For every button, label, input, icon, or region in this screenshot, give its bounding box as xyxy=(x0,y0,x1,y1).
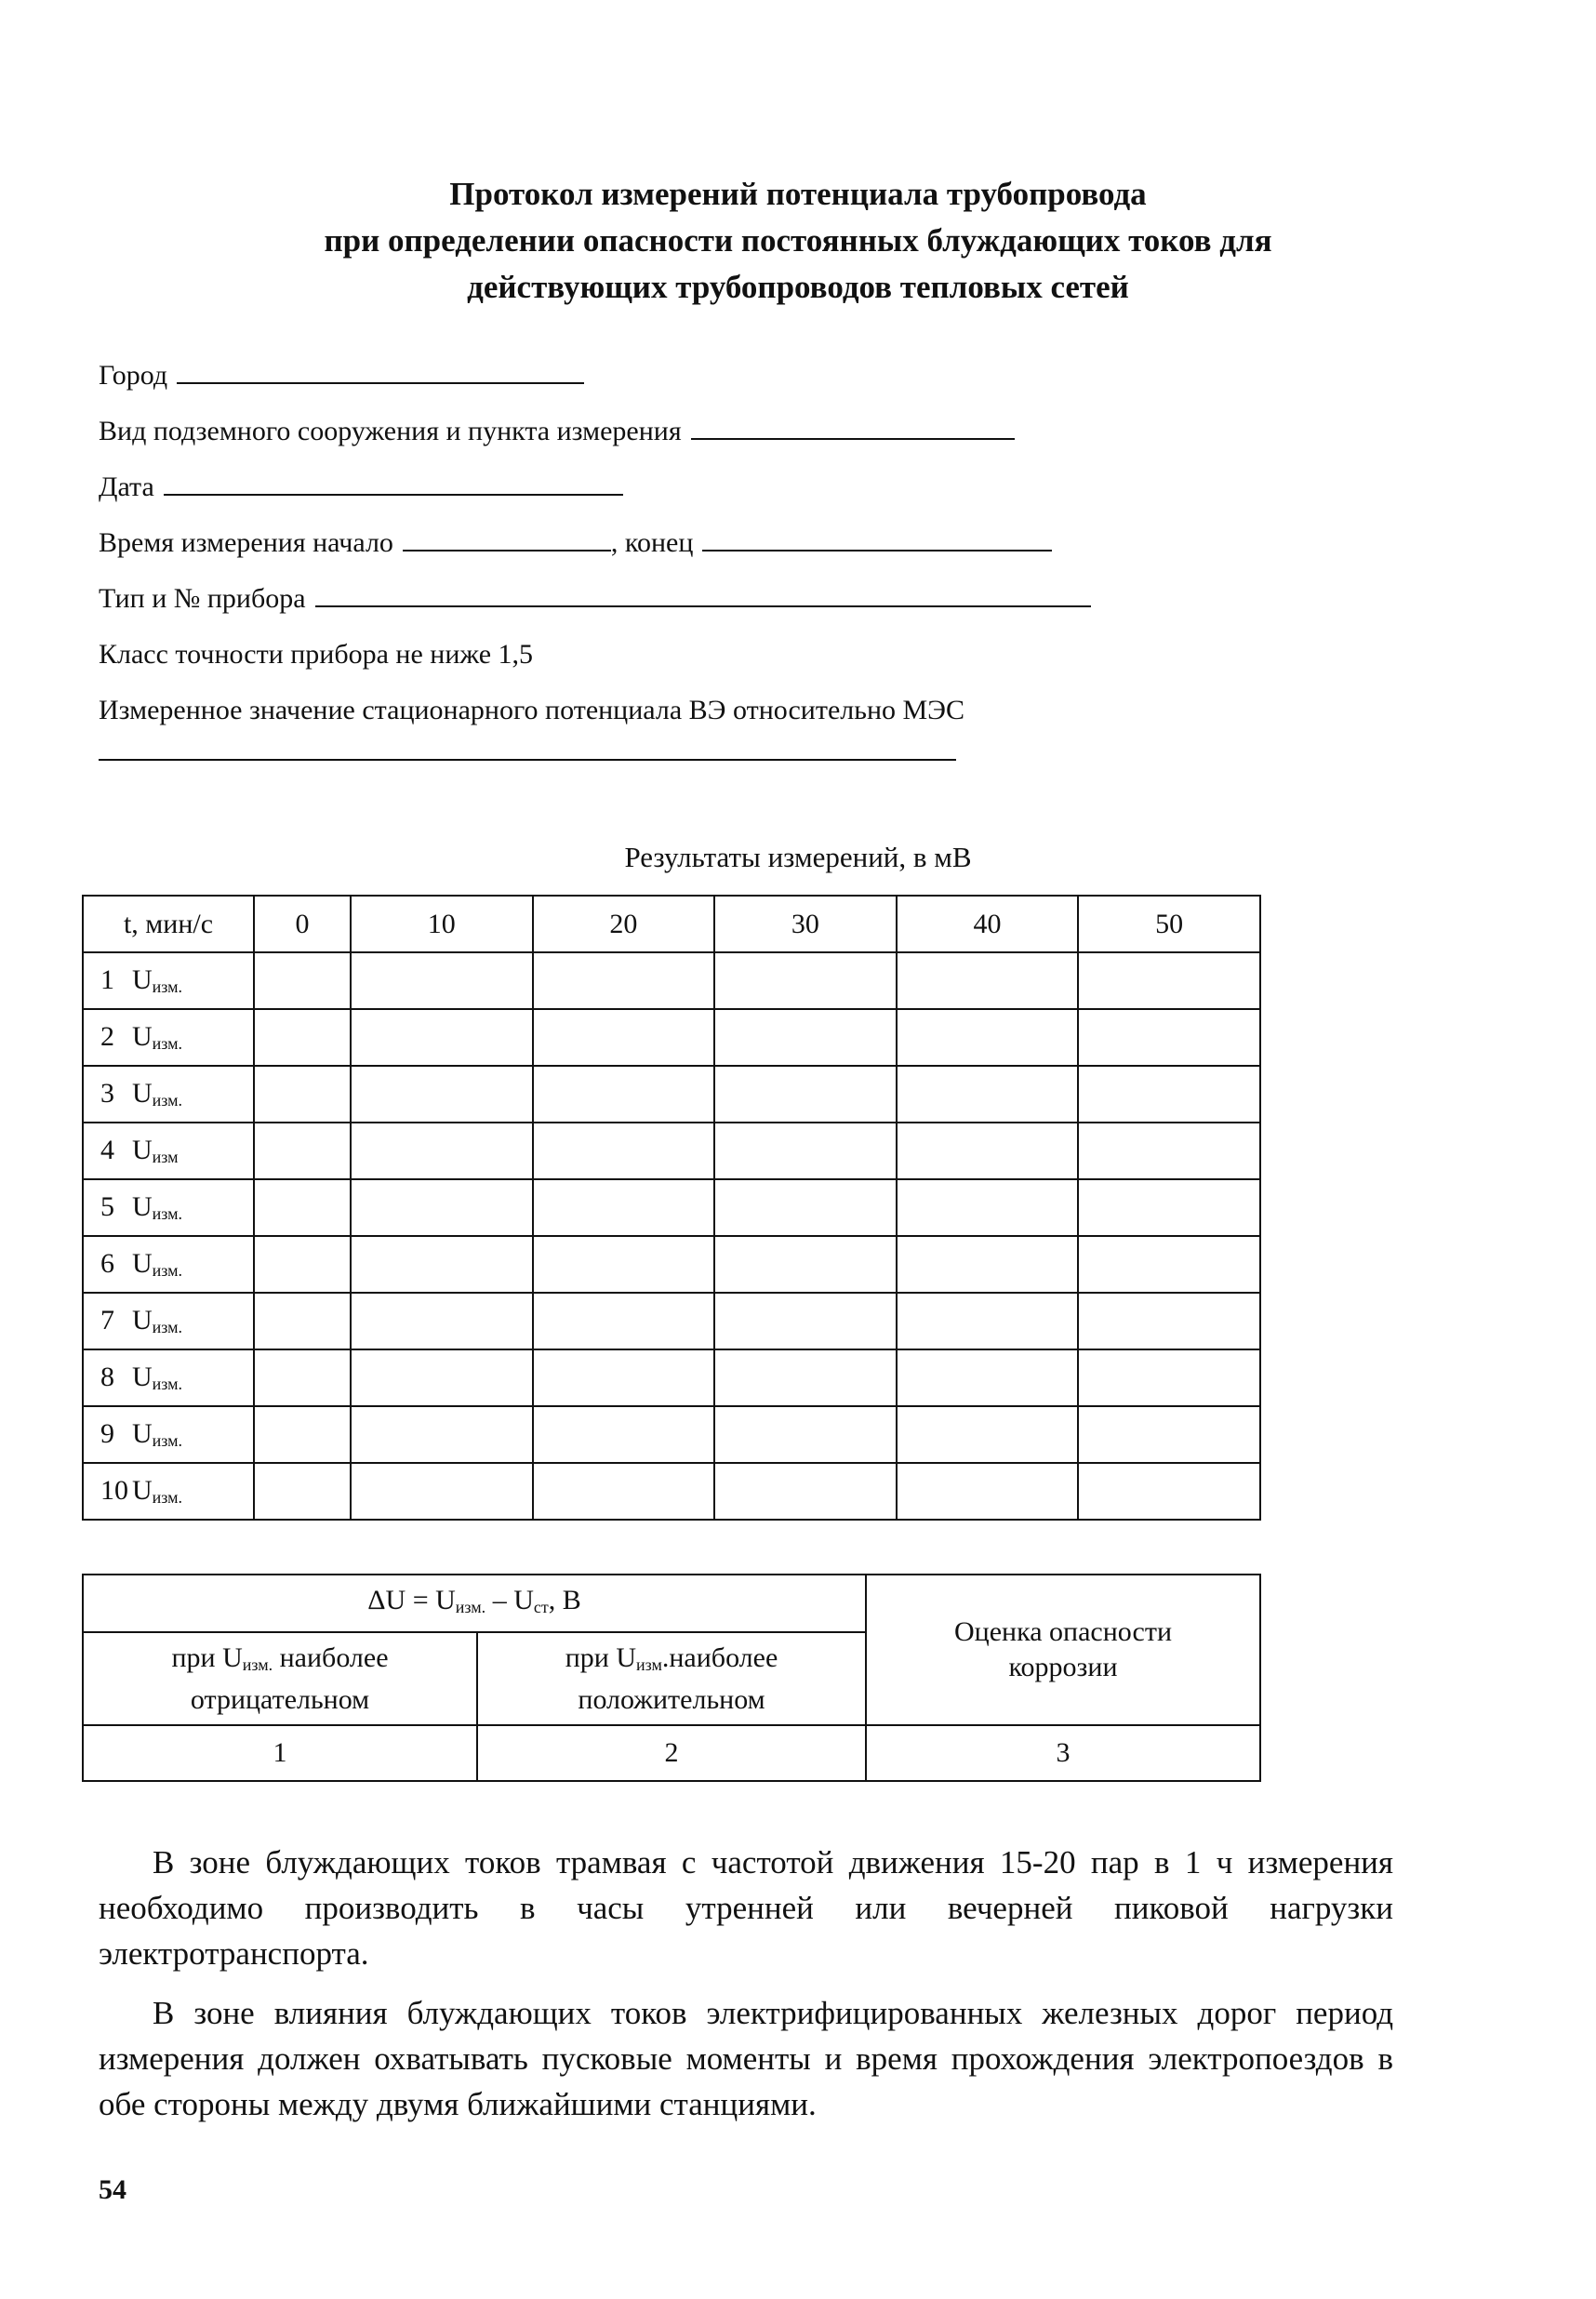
measurement-cell[interactable] xyxy=(533,1066,715,1123)
measurement-cell[interactable] xyxy=(533,1293,715,1349)
most-negative-header xyxy=(83,1632,477,1725)
measurement-cell[interactable] xyxy=(1078,1123,1260,1179)
table-row xyxy=(83,1349,1260,1406)
measurement-cell[interactable] xyxy=(533,952,715,1009)
measurement-cell[interactable] xyxy=(1078,952,1260,1009)
table-row xyxy=(83,1293,1260,1349)
assessment-table xyxy=(82,1574,1261,1782)
accuracy-line: Класс точности прибора не ниже 1,5 xyxy=(99,639,534,670)
measurement-cell[interactable] xyxy=(1078,1009,1260,1066)
measurement-cell[interactable] xyxy=(533,1009,715,1066)
measurement-cell[interactable] xyxy=(351,1406,533,1463)
row-label xyxy=(83,952,254,1009)
row-number: 4 xyxy=(100,1135,114,1165)
table-row xyxy=(83,1179,1260,1236)
positive-prefix: при U xyxy=(565,1641,636,1673)
measurement-cell[interactable] xyxy=(533,1463,715,1520)
column-number-2: 2 xyxy=(477,1725,866,1781)
measurement-cell[interactable] xyxy=(714,1293,897,1349)
table-header-row xyxy=(83,896,1260,952)
measurement-cell[interactable] xyxy=(714,1349,897,1406)
row-number: 1 xyxy=(100,964,114,995)
table-row xyxy=(83,1236,1260,1293)
table-row xyxy=(83,1406,1260,1463)
device-field xyxy=(99,580,1091,618)
row-subscript: изм. xyxy=(152,1488,183,1507)
formula-suffix: , В xyxy=(548,1584,581,1615)
column-header-20: 20 xyxy=(533,896,715,952)
column-header-50: 50 xyxy=(1078,896,1260,952)
measurement-cell[interactable] xyxy=(1078,1066,1260,1123)
measurement-cell[interactable] xyxy=(897,1179,1079,1236)
positive-subscript: изм xyxy=(635,1654,662,1674)
row-label xyxy=(83,1179,254,1236)
row-subscript: изм. xyxy=(152,1204,183,1223)
time-start-label: Время измерения начало xyxy=(99,527,393,558)
row-symbol: U xyxy=(132,1248,153,1279)
measurement-cell[interactable] xyxy=(254,1123,351,1179)
measurement-cell[interactable] xyxy=(714,1463,897,1520)
title-line-1: Протокол измерений потенциала трубопровода xyxy=(449,176,1147,212)
row-number: 8 xyxy=(100,1362,114,1392)
measurement-cell[interactable] xyxy=(351,952,533,1009)
positive-line-2: положительном xyxy=(578,1683,765,1715)
row-number: 7 xyxy=(100,1305,114,1336)
formula-subscript-stationary: ст xyxy=(533,1597,549,1616)
measurement-cell[interactable] xyxy=(533,1406,715,1463)
measurement-cell[interactable] xyxy=(1078,1179,1260,1236)
stationary-blank-line[interactable] xyxy=(99,759,956,761)
measurement-table xyxy=(82,895,1261,1521)
measurement-cell[interactable] xyxy=(533,1349,715,1406)
column-header-30: 30 xyxy=(714,896,897,952)
measurement-cell[interactable] xyxy=(714,1066,897,1123)
row-subscript: изм. xyxy=(152,1318,183,1336)
row-symbol: U xyxy=(132,1362,153,1392)
negative-line-2: отрицательном xyxy=(190,1683,370,1715)
table-row xyxy=(83,1009,1260,1066)
row-symbol: U xyxy=(132,1021,153,1052)
measurement-cell[interactable] xyxy=(254,1236,351,1293)
measurement-cell[interactable] xyxy=(351,1066,533,1123)
row-subscript: изм. xyxy=(152,1375,183,1393)
negative-subscript: изм. xyxy=(242,1654,273,1674)
row-subscript: изм. xyxy=(152,1091,183,1110)
delta-u-formula-cell xyxy=(83,1575,866,1632)
measurement-cell[interactable] xyxy=(897,1123,1079,1179)
date-blank-line[interactable] xyxy=(164,470,623,496)
row-number: 3 xyxy=(100,1078,114,1109)
row-number: 6 xyxy=(100,1248,114,1279)
measurement-cell[interactable] xyxy=(897,1349,1079,1406)
measurement-cell[interactable] xyxy=(897,1009,1079,1066)
row-label xyxy=(83,1009,254,1066)
row-subscript: изм. xyxy=(152,1431,183,1450)
measurement-cell[interactable] xyxy=(254,1066,351,1123)
row-symbol: U xyxy=(132,1135,153,1165)
measurement-cell[interactable] xyxy=(897,1293,1079,1349)
city-blank-line[interactable] xyxy=(177,358,584,384)
stationary-potential-label: Измеренное значение стационарного потенциала ВЭ относительно МЭС xyxy=(99,695,964,725)
measurement-cell[interactable] xyxy=(714,1009,897,1066)
document-title xyxy=(0,171,1596,311)
measurement-cell[interactable] xyxy=(254,1406,351,1463)
column-header-40: 40 xyxy=(897,896,1079,952)
column-header-0: 0 xyxy=(254,896,351,952)
date-field xyxy=(99,469,623,506)
measurement-cell[interactable] xyxy=(714,1236,897,1293)
row-symbol: U xyxy=(132,1078,153,1109)
measurement-cell[interactable] xyxy=(714,952,897,1009)
structure-label: Вид подземного сооружения и пункта измерения xyxy=(99,416,682,446)
formula-row xyxy=(83,1575,1260,1632)
table-row xyxy=(83,952,1260,1009)
measurement-cell[interactable] xyxy=(714,1179,897,1236)
measurement-cell[interactable] xyxy=(897,1066,1079,1123)
formula-middle: – U xyxy=(485,1584,534,1615)
column-header-10: 10 xyxy=(351,896,533,952)
measurement-cell[interactable] xyxy=(897,1463,1079,1520)
most-positive-header xyxy=(477,1632,866,1725)
structure-blank-line[interactable] xyxy=(691,414,1015,440)
measurement-cell[interactable] xyxy=(351,1349,533,1406)
corrosion-assessment-header xyxy=(866,1575,1260,1725)
measurement-cell[interactable] xyxy=(1078,1463,1260,1520)
measurement-cell[interactable] xyxy=(351,1123,533,1179)
measurement-cell[interactable] xyxy=(533,1179,715,1236)
row-label xyxy=(83,1236,254,1293)
measurement-cell[interactable] xyxy=(897,952,1079,1009)
time-end-blank-line[interactable] xyxy=(702,525,1052,551)
column-number-1: 1 xyxy=(83,1725,477,1781)
row-subscript: изм. xyxy=(152,977,183,996)
measurement-cell[interactable] xyxy=(714,1406,897,1463)
measurement-cell[interactable] xyxy=(254,952,351,1009)
measurement-cell[interactable] xyxy=(897,1236,1079,1293)
measurement-cell[interactable] xyxy=(714,1123,897,1179)
measurement-cell[interactable] xyxy=(1078,1406,1260,1463)
assessment-header-line-2: коррозии xyxy=(1008,1652,1118,1682)
measurement-cell[interactable] xyxy=(351,1009,533,1066)
measurement-cell[interactable] xyxy=(351,1463,533,1520)
measurement-cell[interactable] xyxy=(1078,1293,1260,1349)
device-label: Тип и № прибора xyxy=(99,583,306,614)
measurement-cell[interactable] xyxy=(254,1349,351,1406)
row-subscript: изм. xyxy=(152,1034,183,1053)
assessment-header-line-1: Оценка опасности xyxy=(954,1616,1172,1647)
row-label xyxy=(83,1349,254,1406)
row-label xyxy=(83,1293,254,1349)
row-number: 5 xyxy=(100,1191,114,1222)
time-field xyxy=(99,525,1052,562)
measurement-cell[interactable] xyxy=(351,1236,533,1293)
table-row xyxy=(83,1066,1260,1123)
city-label: Город xyxy=(99,360,168,391)
row-symbol: U xyxy=(132,964,153,995)
time-header-cell: t, мин/с xyxy=(83,896,254,952)
formula-subscript-measured: изм. xyxy=(455,1597,486,1616)
time-start-blank-line[interactable] xyxy=(403,525,611,551)
date-label: Дата xyxy=(99,472,154,502)
formula-prefix: ΔU = U xyxy=(367,1584,456,1615)
row-symbol: U xyxy=(132,1305,153,1336)
row-label xyxy=(83,1123,254,1179)
row-symbol: U xyxy=(132,1418,153,1449)
structure-field xyxy=(99,413,1015,450)
results-caption: Результаты измерений, в мВ xyxy=(624,841,972,873)
measurement-cell[interactable] xyxy=(533,1123,715,1179)
row-subscript: изм. xyxy=(152,1261,183,1280)
paragraph-tram-currents: В зоне блуждающих токов трамвая с частотой движения 15-20 пар в 1 ч измерения необходимо производить в часы утренней или вечерней пиковой нагрузки электротранспорта. xyxy=(99,1844,1393,1972)
measurement-cell[interactable] xyxy=(897,1406,1079,1463)
paragraph-railway-currents: В зоне влияния блуждающих токов электрифицированных железных дорог период измерения должен охватывать пусковые моменты и время прохождения электропоездов в обе стороны между двумя ближайшими станциями. xyxy=(99,1995,1393,2122)
negative-suffix: наиболее xyxy=(273,1641,389,1673)
measurement-cell[interactable] xyxy=(254,1463,351,1520)
device-blank-line[interactable] xyxy=(315,581,1091,607)
negative-prefix: при U xyxy=(171,1641,243,1673)
row-subscript: изм xyxy=(152,1148,179,1166)
row-number: 2 xyxy=(100,1021,114,1052)
title-line-2: при определении опасности постоянных блуждающих токов для xyxy=(324,222,1272,259)
row-number: 9 xyxy=(100,1418,114,1449)
positive-suffix: .наиболее xyxy=(661,1641,778,1673)
column-number-3: 3 xyxy=(866,1725,1260,1781)
title-line-3: действующих трубопроводов тепловых сетей xyxy=(467,269,1129,305)
measurement-cell[interactable] xyxy=(1078,1236,1260,1293)
row-label xyxy=(83,1463,254,1520)
measurement-cell[interactable] xyxy=(533,1236,715,1293)
time-end-label: , конец xyxy=(610,527,694,558)
row-symbol: U xyxy=(132,1191,153,1222)
table-row xyxy=(83,1123,1260,1179)
measurement-cell[interactable] xyxy=(254,1009,351,1066)
city-field xyxy=(99,357,584,394)
measurement-cell[interactable] xyxy=(1078,1349,1260,1406)
column-number-row xyxy=(83,1725,1260,1781)
measurement-cell[interactable] xyxy=(351,1179,533,1236)
table-row xyxy=(83,1463,1260,1520)
row-symbol: U xyxy=(132,1475,153,1506)
row-label xyxy=(83,1406,254,1463)
row-label xyxy=(83,1066,254,1123)
row-number: 10 xyxy=(100,1475,128,1506)
measurement-cell[interactable] xyxy=(351,1293,533,1349)
measurement-cell[interactable] xyxy=(254,1179,351,1236)
page-number: 54 xyxy=(99,2174,126,2205)
measurement-cell[interactable] xyxy=(254,1293,351,1349)
